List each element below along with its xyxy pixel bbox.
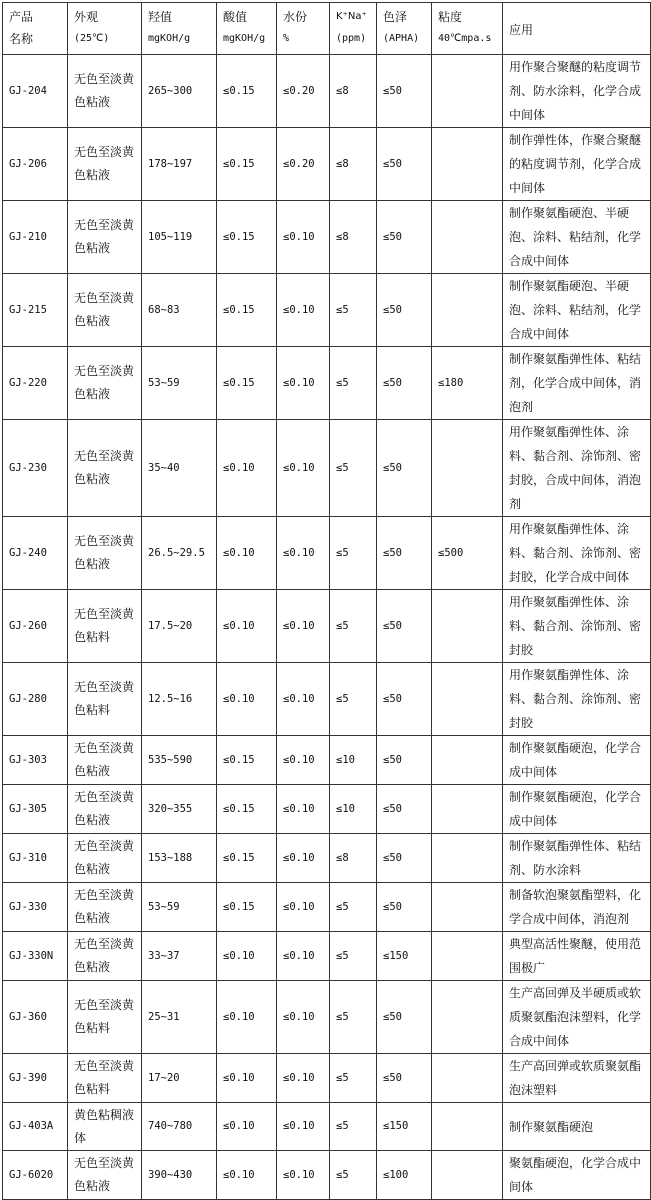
product-code: GJ-403A bbox=[3, 1103, 68, 1151]
water-content: ≤0.10 bbox=[277, 274, 330, 347]
application-cell: 生产高回弹或软质聚氨酯泡沫塑料 bbox=[503, 1054, 651, 1103]
table-row bbox=[3, 1151, 651, 1200]
color-apha: ≤50 bbox=[377, 517, 432, 590]
appearance-cell: 无色至淡黄色粘液 bbox=[68, 274, 142, 347]
hydroxyl-value: 68~83 bbox=[142, 274, 217, 347]
acid-value: ≤0.15 bbox=[217, 55, 277, 128]
color-apha: ≤100 bbox=[377, 1151, 432, 1200]
product-code: GJ-310 bbox=[3, 834, 68, 883]
kna-content: ≤5 bbox=[330, 1054, 377, 1103]
color-apha: ≤50 bbox=[377, 785, 432, 834]
hydroxyl-value: 105~119 bbox=[142, 201, 217, 274]
header-unit: (APHA) bbox=[383, 33, 420, 44]
appearance-cell: 无色至淡黄色粘料 bbox=[68, 1054, 142, 1103]
header-cell bbox=[277, 3, 330, 55]
table-row bbox=[3, 55, 651, 128]
kna-content: ≤5 bbox=[330, 883, 377, 932]
header-label: 色泽 bbox=[383, 10, 408, 24]
header-label: 水份 bbox=[283, 10, 308, 24]
water-content: ≤0.10 bbox=[277, 201, 330, 274]
water-content: ≤0.10 bbox=[277, 517, 330, 590]
product-code: GJ-220 bbox=[3, 347, 68, 420]
water-content: ≤0.10 bbox=[277, 1103, 330, 1151]
acid-value: ≤0.15 bbox=[217, 274, 277, 347]
acid-value: ≤0.10 bbox=[217, 932, 277, 981]
header-label: 粘度 bbox=[438, 10, 463, 24]
water-content: ≤0.10 bbox=[277, 883, 330, 932]
application-cell: 用作聚氨酯弹性体、涂料、黏合剂、涂饰剂、密封胶 bbox=[503, 590, 651, 663]
product-code: GJ-330 bbox=[3, 883, 68, 932]
water-content: ≤0.10 bbox=[277, 736, 330, 785]
header-label: 外观 bbox=[74, 10, 99, 24]
kna-content: ≤8 bbox=[330, 201, 377, 274]
acid-value: ≤0.15 bbox=[217, 785, 277, 834]
color-apha: ≤50 bbox=[377, 981, 432, 1054]
table-row bbox=[3, 932, 651, 981]
table-header bbox=[3, 3, 651, 55]
table-row bbox=[3, 347, 651, 420]
table-row bbox=[3, 785, 651, 834]
hydroxyl-value: 535~590 bbox=[142, 736, 217, 785]
appearance-cell: 无色至淡黄色粘液 bbox=[68, 785, 142, 834]
product-code: GJ-230 bbox=[3, 420, 68, 517]
viscosity-value bbox=[432, 785, 503, 834]
table-row bbox=[3, 201, 651, 274]
header-cell bbox=[503, 3, 651, 55]
application-cell: 典型高活性聚醚，使用范围极广 bbox=[503, 932, 651, 981]
header-cell bbox=[330, 3, 377, 55]
table-row bbox=[3, 981, 651, 1054]
viscosity-value bbox=[432, 1103, 503, 1151]
viscosity-value bbox=[432, 834, 503, 883]
viscosity-value bbox=[432, 932, 503, 981]
appearance-cell: 无色至淡黄色粘料 bbox=[68, 981, 142, 1054]
table-row bbox=[3, 663, 651, 736]
kna-content: ≤5 bbox=[330, 590, 377, 663]
color-apha: ≤150 bbox=[377, 932, 432, 981]
water-content: ≤0.10 bbox=[277, 932, 330, 981]
color-apha: ≤50 bbox=[377, 347, 432, 420]
appearance-cell: 黄色粘稠液体 bbox=[68, 1103, 142, 1151]
kna-content: ≤10 bbox=[330, 785, 377, 834]
viscosity-value: ≤500 bbox=[432, 517, 503, 590]
acid-value: ≤0.15 bbox=[217, 201, 277, 274]
appearance-cell: 无色至淡黄色粘液 bbox=[68, 128, 142, 201]
table-row bbox=[3, 274, 651, 347]
water-content: ≤0.10 bbox=[277, 590, 330, 663]
water-content: ≤0.10 bbox=[277, 420, 330, 517]
viscosity-value bbox=[432, 590, 503, 663]
color-apha: ≤50 bbox=[377, 1054, 432, 1103]
water-content: ≤0.10 bbox=[277, 347, 330, 420]
application-cell: 制作聚氨酯硬泡、半硬泡、涂料、粘结剂，化学合成中间体 bbox=[503, 201, 651, 274]
hydroxyl-value: 390~430 bbox=[142, 1151, 217, 1200]
table-row bbox=[3, 834, 651, 883]
color-apha: ≤50 bbox=[377, 201, 432, 274]
kna-content: ≤5 bbox=[330, 932, 377, 981]
color-apha: ≤50 bbox=[377, 420, 432, 517]
kna-content: ≤5 bbox=[330, 347, 377, 420]
hydroxyl-value: 53~59 bbox=[142, 883, 217, 932]
viscosity-value bbox=[432, 201, 503, 274]
product-code: GJ-390 bbox=[3, 1054, 68, 1103]
header-label: 酸值 bbox=[223, 10, 248, 24]
kna-content: ≤8 bbox=[330, 55, 377, 128]
product-code: GJ-6020 bbox=[3, 1151, 68, 1200]
product-code: GJ-215 bbox=[3, 274, 68, 347]
water-content: ≤0.10 bbox=[277, 785, 330, 834]
viscosity-value bbox=[432, 1151, 503, 1200]
hydroxyl-value: 178~197 bbox=[142, 128, 217, 201]
header-unit: (ppm) bbox=[336, 33, 367, 44]
hydroxyl-value: 320~355 bbox=[142, 785, 217, 834]
color-apha: ≤50 bbox=[377, 883, 432, 932]
appearance-cell: 无色至淡黄色粘液 bbox=[68, 1151, 142, 1200]
acid-value: ≤0.10 bbox=[217, 1103, 277, 1151]
acid-value: ≤0.10 bbox=[217, 590, 277, 663]
color-apha: ≤50 bbox=[377, 663, 432, 736]
acid-value: ≤0.10 bbox=[217, 663, 277, 736]
application-cell: 制作聚氨酯硬泡，化学合成中间体 bbox=[503, 785, 651, 834]
color-apha: ≤50 bbox=[377, 274, 432, 347]
water-content: ≤0.20 bbox=[277, 128, 330, 201]
header-cell bbox=[3, 3, 68, 55]
kna-content: ≤10 bbox=[330, 736, 377, 785]
header-cell bbox=[432, 3, 503, 55]
hydroxyl-value: 26.5~29.5 bbox=[142, 517, 217, 590]
color-apha: ≤50 bbox=[377, 55, 432, 128]
hydroxyl-value: 153~188 bbox=[142, 834, 217, 883]
water-content: ≤0.10 bbox=[277, 1151, 330, 1200]
product-code: GJ-210 bbox=[3, 201, 68, 274]
product-code: GJ-305 bbox=[3, 785, 68, 834]
kna-content: ≤5 bbox=[330, 1103, 377, 1151]
table-row bbox=[3, 883, 651, 932]
appearance-cell: 无色至淡黄色粘液 bbox=[68, 834, 142, 883]
header-label: 产品 bbox=[9, 10, 34, 24]
application-cell: 制作聚氨酯硬泡 bbox=[503, 1103, 651, 1151]
product-code: GJ-204 bbox=[3, 55, 68, 128]
application-cell: 制作聚氨酯弹性体、粘结剂，化学合成中间体，消泡剂 bbox=[503, 347, 651, 420]
water-content: ≤0.10 bbox=[277, 1054, 330, 1103]
table-row bbox=[3, 736, 651, 785]
application-cell: 制作聚氨酯硬泡、半硬泡、涂料、粘结剂，化学合成中间体 bbox=[503, 274, 651, 347]
hydroxyl-value: 17~20 bbox=[142, 1054, 217, 1103]
header-label: K⁺Na⁺ bbox=[336, 11, 367, 22]
hydroxyl-value: 265~300 bbox=[142, 55, 217, 128]
viscosity-value bbox=[432, 1054, 503, 1103]
kna-content: ≤5 bbox=[330, 274, 377, 347]
table-row bbox=[3, 128, 651, 201]
acid-value: ≤0.10 bbox=[217, 420, 277, 517]
appearance-cell: 无色至淡黄色粘液 bbox=[68, 420, 142, 517]
application-cell: 用作聚氨酯弹性体、涂料、黏合剂、涂饰剂、密封胶，合成中间体，消泡剂 bbox=[503, 420, 651, 517]
kna-content: ≤8 bbox=[330, 128, 377, 201]
color-apha: ≤50 bbox=[377, 128, 432, 201]
water-content: ≤0.10 bbox=[277, 663, 330, 736]
water-content: ≤0.10 bbox=[277, 834, 330, 883]
hydroxyl-value: 33~37 bbox=[142, 932, 217, 981]
appearance-cell: 无色至淡黄色粘液 bbox=[68, 201, 142, 274]
kna-content: ≤5 bbox=[330, 420, 377, 517]
application-cell: 聚氨酯硬泡，化学合成中间体 bbox=[503, 1151, 651, 1200]
appearance-cell: 无色至淡黄色粘液 bbox=[68, 883, 142, 932]
header-row bbox=[3, 3, 651, 55]
viscosity-value bbox=[432, 128, 503, 201]
header-label: 羟值 bbox=[148, 10, 173, 24]
application-cell: 用作聚氨酯弹性体、涂料、黏合剂、涂饰剂、密封胶 bbox=[503, 663, 651, 736]
hydroxyl-value: 25~31 bbox=[142, 981, 217, 1054]
application-cell: 用作聚合聚醚的粘度调节剂、防水涂料，化学合成中间体 bbox=[503, 55, 651, 128]
header-unit: mgKOH/g bbox=[148, 33, 191, 44]
viscosity-value bbox=[432, 274, 503, 347]
table-row bbox=[3, 590, 651, 663]
table-row bbox=[3, 1054, 651, 1103]
application-cell: 制作聚氨酯硬泡，化学合成中间体 bbox=[503, 736, 651, 785]
color-apha: ≤50 bbox=[377, 736, 432, 785]
appearance-cell: 无色至淡黄色粘液 bbox=[68, 736, 142, 785]
viscosity-value bbox=[432, 420, 503, 517]
product-code: GJ-303 bbox=[3, 736, 68, 785]
appearance-cell: 无色至淡黄色粘液 bbox=[68, 347, 142, 420]
table-row bbox=[3, 1103, 651, 1151]
header-cell bbox=[217, 3, 277, 55]
acid-value: ≤0.10 bbox=[217, 1054, 277, 1103]
header-unit: 40℃mpa.s bbox=[438, 33, 492, 44]
header-cell bbox=[68, 3, 142, 55]
header-unit: mgKOH/g bbox=[223, 33, 266, 44]
product-code: GJ-280 bbox=[3, 663, 68, 736]
kna-content: ≤5 bbox=[330, 981, 377, 1054]
viscosity-value: ≤180 bbox=[432, 347, 503, 420]
color-apha: ≤50 bbox=[377, 590, 432, 663]
acid-value: ≤0.15 bbox=[217, 834, 277, 883]
table-body bbox=[3, 55, 651, 1200]
acid-value: ≤0.15 bbox=[217, 128, 277, 201]
acid-value: ≤0.15 bbox=[217, 347, 277, 420]
viscosity-value bbox=[432, 736, 503, 785]
table-row bbox=[3, 420, 651, 517]
kna-content: ≤5 bbox=[330, 1151, 377, 1200]
hydroxyl-value: 17.5~20 bbox=[142, 590, 217, 663]
product-code: GJ-330N bbox=[3, 932, 68, 981]
appearance-cell: 无色至淡黄色粘液 bbox=[68, 932, 142, 981]
color-apha: ≤50 bbox=[377, 834, 432, 883]
header-unit: % bbox=[283, 33, 290, 44]
water-content: ≤0.10 bbox=[277, 981, 330, 1054]
kna-content: ≤5 bbox=[330, 663, 377, 736]
appearance-cell: 无色至淡黄色粘料 bbox=[68, 590, 142, 663]
viscosity-value bbox=[432, 981, 503, 1054]
color-apha: ≤150 bbox=[377, 1103, 432, 1151]
water-content: ≤0.20 bbox=[277, 55, 330, 128]
application-cell: 制作弹性体，作聚合聚醚的粘度调节剂，化学合成中间体 bbox=[503, 128, 651, 201]
acid-value: ≤0.15 bbox=[217, 736, 277, 785]
appearance-cell: 无色至淡黄色粘料 bbox=[68, 663, 142, 736]
viscosity-value bbox=[432, 55, 503, 128]
acid-value: ≤0.10 bbox=[217, 1151, 277, 1200]
header-cell bbox=[142, 3, 217, 55]
hydroxyl-value: 35~40 bbox=[142, 420, 217, 517]
acid-value: ≤0.15 bbox=[217, 883, 277, 932]
header-cell bbox=[377, 3, 432, 55]
product-code: GJ-360 bbox=[3, 981, 68, 1054]
header-unit: 名称 bbox=[9, 32, 34, 46]
header-label: 应用 bbox=[509, 23, 534, 37]
header-unit: (25℃) bbox=[74, 33, 110, 44]
appearance-cell: 无色至淡黄色粘液 bbox=[68, 55, 142, 128]
hydroxyl-value: 740~780 bbox=[142, 1103, 217, 1151]
application-cell: 生产高回弹及半硬质或软质聚氨酯泡沫塑料，化学合成中间体 bbox=[503, 981, 651, 1054]
hydroxyl-value: 53~59 bbox=[142, 347, 217, 420]
viscosity-value bbox=[432, 883, 503, 932]
product-code: GJ-206 bbox=[3, 128, 68, 201]
acid-value: ≤0.10 bbox=[217, 981, 277, 1054]
hydroxyl-value: 12.5~16 bbox=[142, 663, 217, 736]
kna-content: ≤8 bbox=[330, 834, 377, 883]
product-code: GJ-240 bbox=[3, 517, 68, 590]
kna-content: ≤5 bbox=[330, 517, 377, 590]
acid-value: ≤0.10 bbox=[217, 517, 277, 590]
product-spec-table bbox=[2, 2, 651, 1200]
application-cell: 制备软泡聚氨酯塑料，化学合成中间体，消泡剂 bbox=[503, 883, 651, 932]
product-code: GJ-260 bbox=[3, 590, 68, 663]
table-row bbox=[3, 517, 651, 590]
application-cell: 制作聚氨酯弹性体、粘结剂、防水涂料 bbox=[503, 834, 651, 883]
viscosity-value bbox=[432, 663, 503, 736]
application-cell: 用作聚氨酯弹性体、涂料、黏合剂、涂饰剂、密封胶，化学合成中间体 bbox=[503, 517, 651, 590]
appearance-cell: 无色至淡黄色粘液 bbox=[68, 517, 142, 590]
